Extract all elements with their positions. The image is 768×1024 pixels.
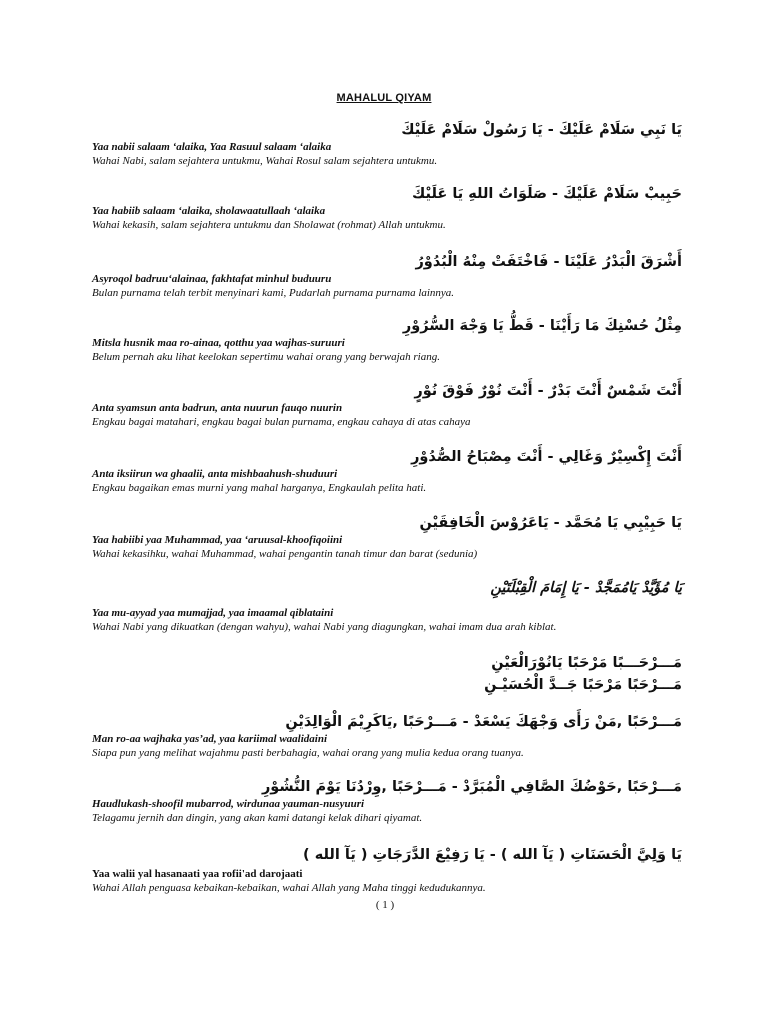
transliteration-line: Anta iksiirun wa ghaalii, anta mishbaahush-shuduuri [92, 468, 338, 480]
translation-line: Siapa pun yang melihat wajahmu pasti berbahagia, wahai orang yang mulia kedua orang tuanya. [92, 747, 524, 759]
transliteration-line: Yaa nabii salaam ‘alaika, Yaa Rasuul salaam ‘alaika [92, 141, 332, 153]
verse-block [92, 381, 682, 429]
translation-line: Engkau bagai matahari, engkau bagai bulan purnama, engkau cahaya di atas cahaya [92, 416, 471, 428]
arabic-line: مَـــرْحَبًا ,مَنْ رَأَى وَجْهَكَ يَسْعَدْ - مَـــرْحَبًا ,يَاكَرِيْمَ الْوَالِدَيْنِ [285, 714, 682, 730]
arabic-line: مَـــرْحَـــبًا مَرْحَبًا يَانُوْرَالْعَيْنِ [491, 655, 682, 671]
transliteration-line: Mitsla husnik maa ro-ainaa, qotthu yaa wajhas-suruuri [92, 337, 345, 349]
transliteration-line: Yaa habiibi yaa Muhammad, yaa ‘aruusal-khoofiqoiini [92, 534, 343, 546]
page-title: MAHALUL QIYAM [336, 92, 432, 104]
verse-block [92, 184, 682, 232]
translation-line: Telagamu jernih dan dingin, yang akan kami datangi kelak dihari qiyamat. [92, 812, 423, 824]
translation-line: Wahai kekasihku, wahai Muhammad, wahai pengantin tanah timur dan barat (sedunia) [92, 548, 478, 560]
verse-block [92, 578, 682, 634]
verse-block [92, 316, 682, 364]
verse-block [92, 120, 682, 168]
arabic-line: يَا وَلِيَّ الْحَسَنَاتِ ( يَآ الله ) - يَا رَفِيْعَ الدَّرَجَاتِ ( يَآ الله ) [303, 847, 682, 863]
arabic-line: يَا حَبِيْبِي يَا مُحَمَّد - يَاعَرُوْسَ الْخَافِقَيْنِ [419, 515, 682, 531]
page-number: ( 1 ) [375, 899, 395, 911]
arabic-line: مِثْلُ حُسْنِكَ مَا رَأَيْنَا - قَطُّ يَا وَجْهَ السُّرُوْرِ [402, 318, 682, 334]
transliteration-line: Yaa habiib salaam ‘alaika, sholawaatullaah ‘alaika [92, 205, 326, 217]
verse-block [92, 447, 682, 495]
arabic-line: يَا نَبِي سَلَامْ عَلَيْكَ - يَا رَسُولْ سَلَامْ عَلَيْكَ [401, 122, 682, 138]
transliteration-line: Haudlukash-shoofil mubarrod, wirdunaa yauman-nusyuuri [92, 798, 365, 810]
translation-line: Wahai Nabi, salam sejahtera untukmu, Wahai Rosul salam sejahtera untukmu. [92, 155, 438, 167]
verse-block [92, 513, 682, 561]
transliteration-line: Asyroqol badruu‘alainaa, fakhtafat minhul buduuru [92, 273, 332, 285]
transliteration-line: Yaa walii yal hasanaati yaa rofii'ad darojaati [92, 868, 303, 880]
arabic-line: أَنْتَ شَمْسٌ أَنْتَ بَدْرٌ - أَنْتَ نُوْرٌ فَوْقَ نُوْرٍ [414, 383, 682, 399]
transliteration-line: Anta syamsun anta badrun, anta nuurun fauqo nuurin [92, 402, 343, 414]
verse-block [92, 845, 682, 895]
translation-line: Wahai kekasih, salam sejahtera untukmu dan Sholawat (rohmat) Allah untukmu. [92, 219, 446, 231]
verse-block [92, 252, 682, 300]
transliteration-line: Man ro-aa wajhaka yas’ad, yaa kariimal waalidaini [92, 733, 327, 745]
arabic-line: مَـــرْحَبًا ,حَوْضُكَ الصَّافِي الْمُبَرَّدْ - مَـــرْحَبًا ,وِرْدُنَا يَوْمَ النُّشُوْرِ [261, 779, 682, 795]
translation-line: Belum pernah aku lihat keelokan sepertimu wahai orang yang berwajah riang. [92, 351, 440, 363]
arabic-line: مَـــرْحَبًا مَرْحَبًا جَــدَّ الْحُسَيْـنِ [484, 677, 682, 693]
verse-block [92, 712, 682, 760]
translation-line: Wahai Nabi yang dikuatkan (dengan wahyu), wahai Nabi yang diagungkan, wahai imam dua arah kiblat. [92, 621, 557, 633]
arabic-line: أَشْرَقَ الْبَدْرُ عَلَيْنَا - فَاخْتَفَتْ مِنْهُ الْبُدُوْرُ [415, 254, 682, 270]
verse-block [92, 652, 682, 696]
translation-line: Wahai Allah penguasa kebaikan-kebaikan, wahai Allah yang Maha tinggi kedudukannya. [92, 882, 486, 894]
transliteration-line: Yaa mu-ayyad yaa mumajjad, yaa imaamal qiblataini [92, 607, 334, 619]
arabic-line: حَبِيبْ سَلَامْ عَلَيْكَ - صَلَوَاتُ اللهِ يَا عَلَيْكَ [412, 186, 682, 202]
translation-line: Engkau bagaikan emas murni yang mahal harganya, Engkaulah pelita hati. [92, 482, 427, 494]
arabic-line: أَنْتَ إِكْسِيْرٌ وَغَالِي - أَنْتَ مِصْبَاحُ الصُّدُوْرِ [411, 449, 682, 465]
arabic-line: يَا مُؤَيَّدْ يَامُمَجَّدْ - يَا إِمَامَ الْقِبْلَتَيْنِ [490, 580, 682, 596]
translation-line: Bulan purnama telah terbit menyinari kami, Pudarlah purnama purnama lainnya. [92, 287, 455, 299]
verse-block [92, 777, 682, 825]
